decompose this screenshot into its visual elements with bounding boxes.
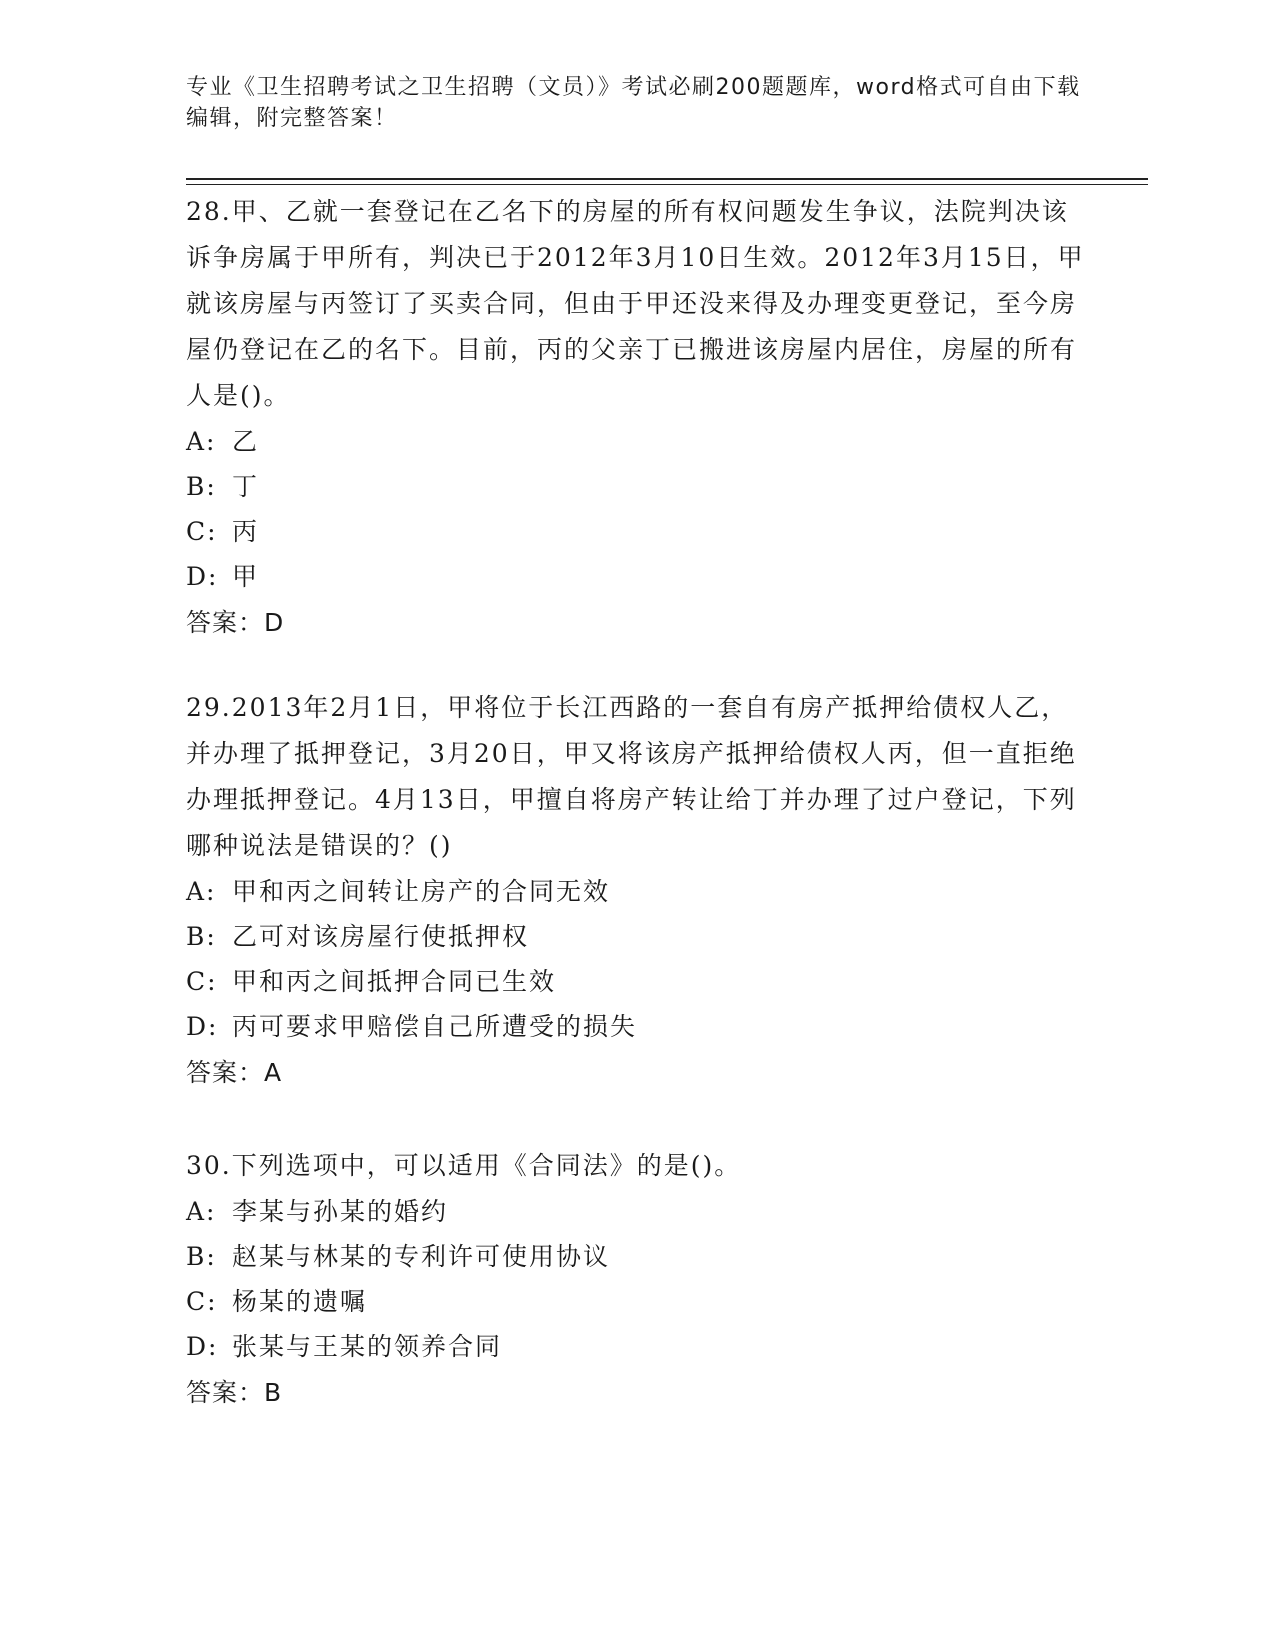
option-text: 乙 bbox=[232, 427, 260, 456]
option-d bbox=[186, 1324, 1086, 1369]
option-key: D: bbox=[186, 1332, 219, 1361]
answer-line: 答案：B bbox=[186, 1378, 283, 1407]
option-text: 甲 bbox=[232, 562, 260, 591]
option-text: 甲和丙之间抵押合同已生效 bbox=[232, 967, 557, 996]
option-a bbox=[186, 869, 1086, 914]
option-key: C: bbox=[186, 1287, 218, 1316]
option-a bbox=[186, 1189, 1086, 1234]
header-divider-thin bbox=[186, 184, 1148, 185]
option-key: C: bbox=[186, 517, 218, 546]
option-d bbox=[186, 1004, 1086, 1049]
option-c bbox=[186, 1279, 1086, 1324]
option-key: C: bbox=[186, 967, 218, 996]
question-stem: 30.下列选项中，可以适用《合同法》的是()。 bbox=[186, 1151, 742, 1180]
answer-line: 答案：D bbox=[186, 608, 285, 637]
question-stem: 28.甲、乙就一套登记在乙名下的房屋的所有权问题发生争议，法院判决该诉争房属于甲所有，判决已于2012年3月10日生效。2012年3月15日，甲就该房屋与丙签订了买卖合同，但由于甲还没来得及办理变更登记，至今房屋仍登记在乙的名下。目前，丙的父亲丁已搬进该房屋内居住，房屋的所有人是()。 bbox=[186, 197, 1085, 410]
option-d bbox=[186, 554, 1086, 599]
option-key: B: bbox=[186, 1242, 217, 1271]
option-key: B: bbox=[186, 922, 217, 951]
header-divider-thick bbox=[186, 178, 1148, 180]
option-b bbox=[186, 914, 1086, 959]
option-c bbox=[186, 509, 1086, 554]
question-30 bbox=[186, 1143, 1086, 1415]
option-key: D: bbox=[186, 562, 219, 591]
option-text: 张某与王某的领养合同 bbox=[232, 1332, 503, 1361]
option-text: 赵某与林某的专利许可使用协议 bbox=[232, 1242, 611, 1271]
option-text: 丙 bbox=[232, 517, 260, 546]
option-a bbox=[186, 419, 1086, 464]
question-28 bbox=[186, 189, 1086, 645]
question-stem: 29.2013年2月1日，甲将位于长江西路的一套自有房产抵押给债权人乙，并办理了抵押登记，3月20日，甲又将该房产抵押给债权人丙，但一直拒绝办理抵押登记。4月13日，甲擅自将房产转让给丁并办理了过户登记，下列哪种说法是错误的？() bbox=[186, 693, 1077, 860]
option-text: 甲和丙之间转让房产的合同无效 bbox=[232, 877, 611, 906]
document-header: 专业《卫生招聘考试之卫生招聘（文员）》考试必刷200题题库，word格式可自由下载编辑，附完整答案！ bbox=[186, 75, 1081, 131]
answer-line: 答案：A bbox=[186, 1058, 283, 1087]
option-text: 李某与孙某的婚约 bbox=[232, 1197, 449, 1226]
option-text: 乙可对该房屋行使抵押权 bbox=[232, 922, 530, 951]
option-c bbox=[186, 959, 1086, 1004]
option-text: 丙可要求甲赔偿自己所遭受的损失 bbox=[232, 1012, 638, 1041]
option-key: D: bbox=[186, 1012, 219, 1041]
option-b bbox=[186, 1234, 1086, 1279]
option-text: 丁 bbox=[232, 472, 260, 501]
question-29 bbox=[186, 685, 1086, 1095]
option-key: A: bbox=[186, 1197, 217, 1226]
option-text: 杨某的遗嘱 bbox=[232, 1287, 368, 1316]
option-key: A: bbox=[186, 427, 217, 456]
option-b bbox=[186, 464, 1086, 509]
option-key: A: bbox=[186, 877, 217, 906]
option-key: B: bbox=[186, 472, 217, 501]
